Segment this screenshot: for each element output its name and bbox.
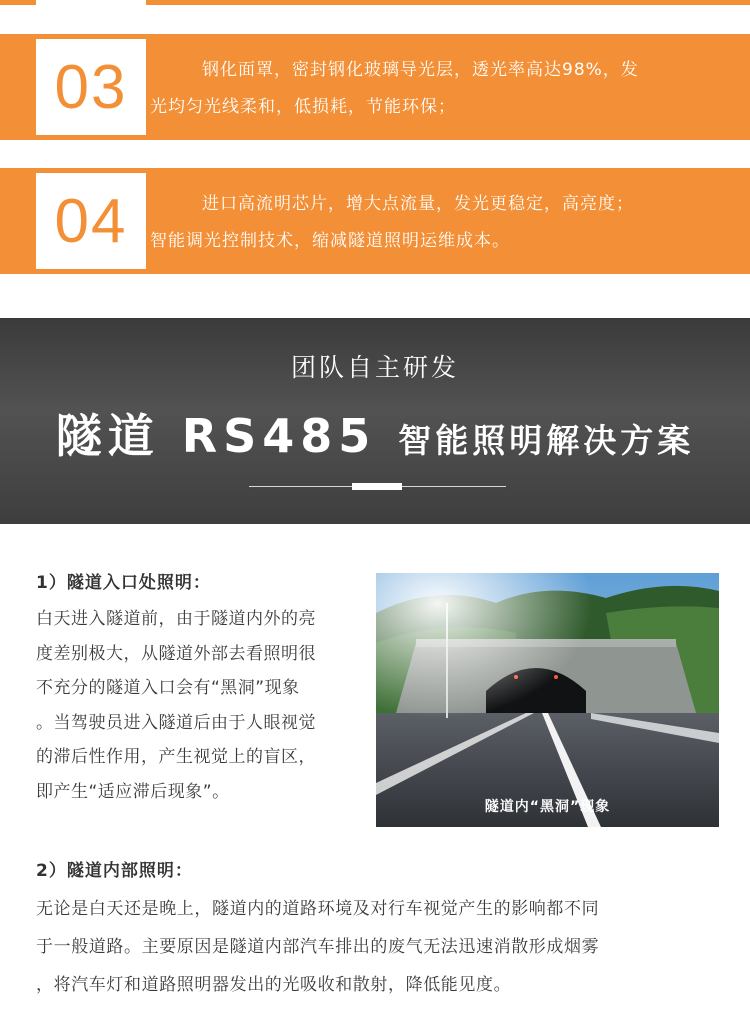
section1-heading: 1）隧道入口处照明： [36, 573, 211, 593]
section1-line: 度差别极大，从隧道外部去看照明很 [36, 643, 316, 664]
section2-line: ，将汽车灯和道路照明器发出的光吸收和散射，降低能见度。 [36, 975, 512, 995]
banner-title [0, 400, 750, 466]
section1-line: 即产生“适应滞后现象”。 [36, 781, 230, 802]
feature-text-box [146, 34, 750, 140]
previous-row-left-bar [0, 0, 36, 5]
previous-row-right-bar [146, 0, 750, 5]
section1-line: 不充分的隧道入口会有“黑洞”现象 [36, 678, 300, 698]
solution-banner [0, 318, 750, 524]
section1-line: 。当驾驶员进入隧道后由于人眼视觉 [36, 712, 316, 733]
section1-line: 白天进入隧道前，由于隧道内外的亮 [36, 609, 316, 629]
banner-subtitle: 团队自主研发 [290, 353, 459, 382]
photo-caption: 隧道内“黑洞”现象 [484, 799, 611, 815]
feature-left-bar [0, 168, 36, 274]
section2-heading: 2）隧道内部照明： [36, 861, 193, 881]
feature-text-line: 光均匀光线柔和，低损耗，节能环保； [150, 97, 456, 117]
section2-body [36, 890, 726, 1004]
feature-row-04 [0, 168, 750, 274]
feature-text-line: 钢化面罩，密封钢化玻璃导光层，透光率高达98%，发 [202, 60, 639, 80]
section1-line: 的滞后性作用，产生视觉上的盲区， [36, 747, 316, 767]
feature-number: 04 [54, 186, 128, 256]
banner-title-main: 隧道 RS485 [55, 409, 399, 463]
feature-row-03 [0, 34, 750, 140]
section2-line: 于一般道路。主要原因是隧道内部汽车排出的废气无法迅速消散形成烟雾 [36, 937, 600, 957]
banner-divider-dash [352, 483, 402, 490]
banner-title-small: 智能照明解决方案 [398, 421, 695, 460]
tunnel-entrance-photo [376, 573, 719, 827]
feature-text-line: 智能调光控制技术，缩减隧道照明运维成本。 [150, 231, 510, 251]
feature-left-bar [0, 34, 36, 140]
section2-line: 无论是白天还是晚上，隧道内的道路环境及对行车视觉产生的影响都不同 [36, 899, 600, 919]
section1-body [36, 602, 378, 809]
feature-number: 03 [54, 52, 128, 122]
feature-text-line: 进口高流明芯片，增大点流量，发光更稳定，高亮度； [202, 194, 634, 214]
feature-text-box [146, 168, 750, 274]
